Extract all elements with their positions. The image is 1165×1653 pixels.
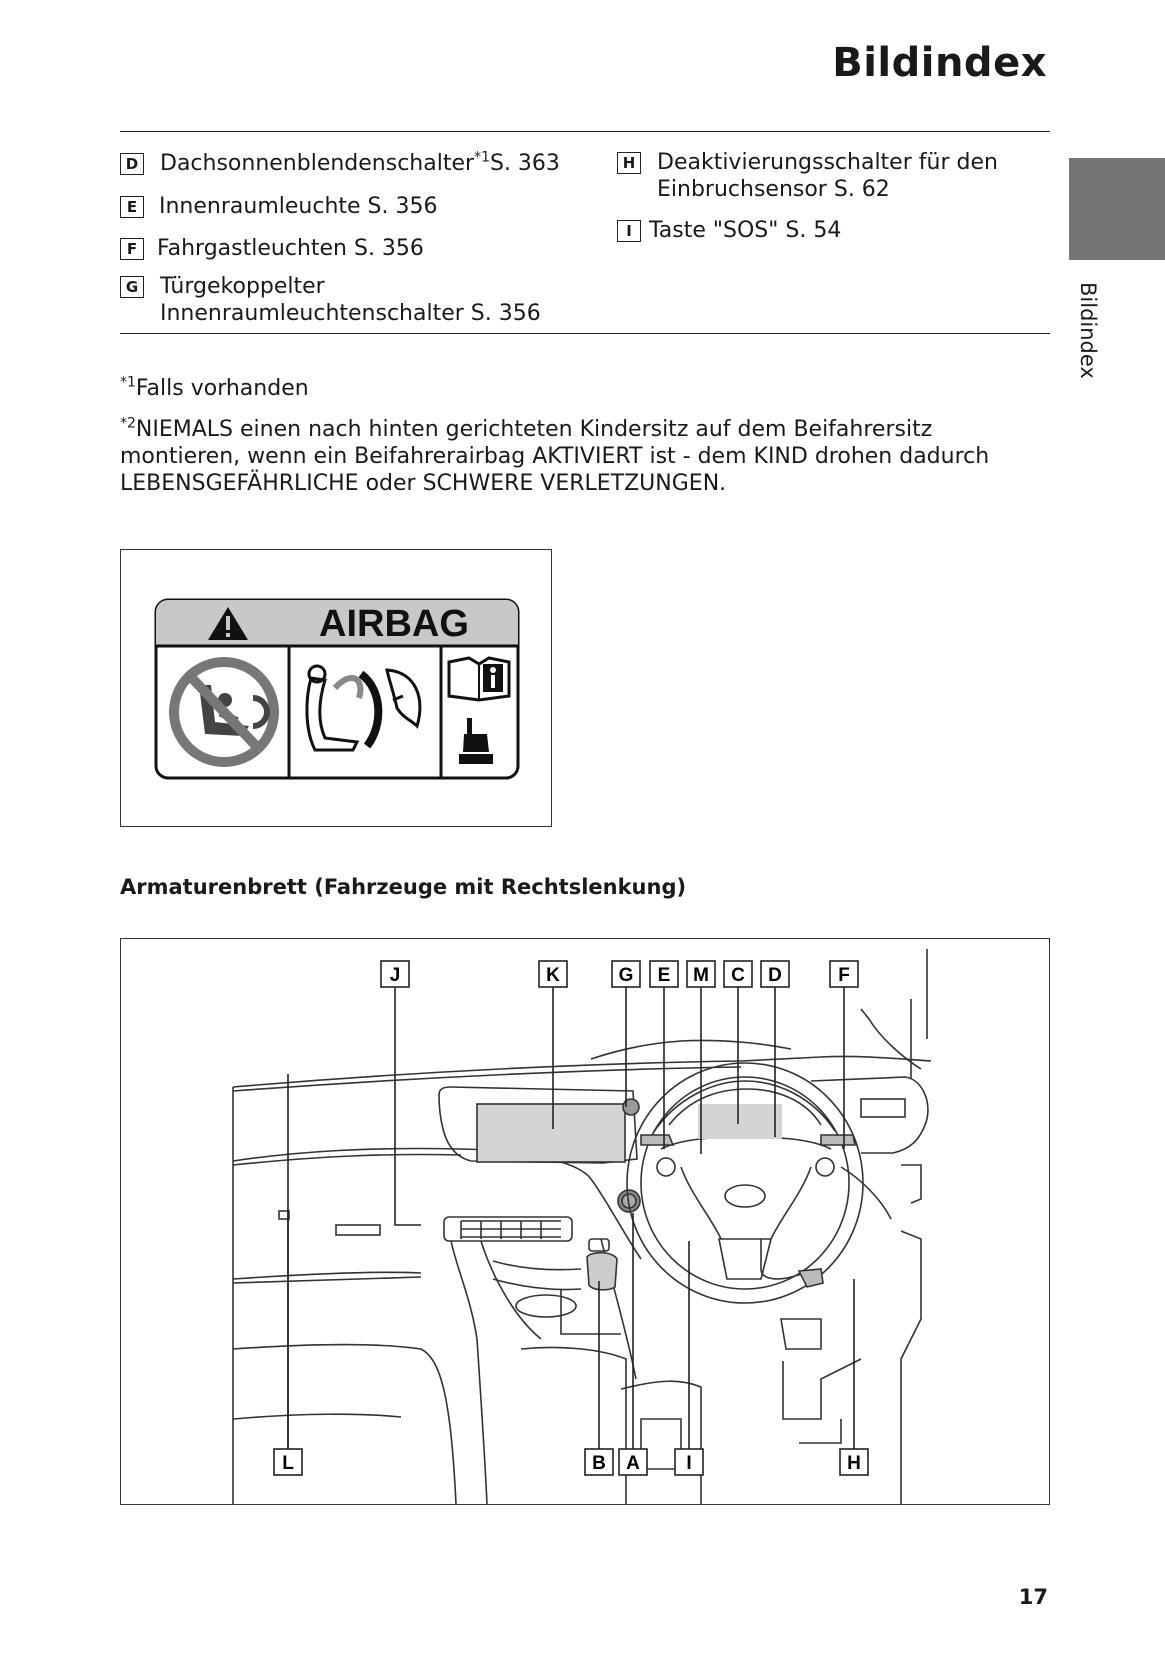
svg-text:G: G [618, 965, 634, 986]
diagram-label-j [381, 961, 409, 987]
top-divider [120, 131, 1050, 132]
svg-text:A: A [626, 1453, 640, 1474]
svg-text:B: B [592, 1453, 606, 1474]
diagram-bottom-labels [274, 1449, 868, 1475]
section-title: Armaturenbrett (Fahrzeuge mit Rechtslenkung) [120, 875, 687, 899]
entry-text: Innenraumleuchte S. 356 [159, 194, 438, 219]
footnote-1: $^{*1}$Falls vorhanden [120, 374, 309, 401]
entry-text: Einbruchsensor S. 62 [657, 177, 890, 202]
diagram-label-h [840, 1449, 868, 1475]
diagram-label-i [675, 1449, 703, 1475]
footnote-2: $^{*2}$NIEMALS einen nach hinten gerichteten Kindersitz auf dem Beifahrersitz montieren, wenn ein Beifahrerairbag AKTIVIERT ist - dem KIND drohen dadurch LEBENSGEFÄHRLICHE oder SCHWERE VERLETZUNGEN. [120, 415, 990, 496]
diagram-top-labels [381, 961, 858, 987]
diagram-label-k [539, 961, 567, 987]
chapter-tab [1069, 158, 1165, 260]
diagram-label-a [619, 1449, 647, 1475]
bottom-divider [120, 333, 1050, 334]
svg-text:J: J [389, 965, 401, 986]
svg-text:C: C [731, 965, 745, 986]
entry-text: Fahrgastleuchten S. 356 [157, 236, 424, 261]
svg-text:I: I [686, 1453, 692, 1474]
entry-label: I [617, 220, 641, 242]
airbag-warning-label [121, 550, 551, 826]
dashboard-diagram [120, 938, 1050, 1505]
entry-text: Dachsonnenblendenschalter$^{*1}$S. 363 [160, 149, 560, 176]
entry-label: G [120, 276, 144, 298]
entry-label: H [617, 152, 641, 174]
warning-label-title: AIRBAG [319, 603, 469, 645]
svg-text:L: L [282, 1453, 294, 1474]
entry-label: E [120, 196, 144, 218]
svg-text:K: K [546, 965, 560, 986]
diagram-label-c [724, 961, 752, 987]
airbag-warning-figure [120, 549, 552, 827]
entry-text: Innenraumleuchtenschalter S. 356 [160, 301, 541, 326]
entry-label: F [120, 238, 144, 260]
svg-text:H: H [847, 1453, 861, 1474]
svg-text:D: D [768, 965, 782, 986]
svg-text:E: E [657, 965, 671, 986]
diagram-label-m [687, 961, 715, 987]
diagram-label-f [830, 961, 858, 987]
svg-text:M: M [693, 965, 709, 986]
svg-text:F: F [838, 965, 850, 986]
diagram-label-g [612, 961, 640, 987]
dashboard-drawing [121, 939, 1049, 1504]
entry-text: Taste "SOS" S. 54 [649, 218, 842, 243]
chapter-tab-label: Bildindex [1076, 282, 1100, 379]
diagram-label-b [585, 1449, 613, 1475]
diagram-label-l [274, 1449, 302, 1475]
page-title: Bildindex [832, 40, 1047, 86]
entry-label: D [120, 153, 144, 175]
entry-text: Türgekoppelter [160, 274, 325, 299]
diagram-label-e [650, 961, 678, 987]
page-number: 17 [1018, 1585, 1048, 1609]
diagram-label-d [761, 961, 789, 987]
entry-text: Deaktivierungsschalter für den [657, 150, 998, 175]
